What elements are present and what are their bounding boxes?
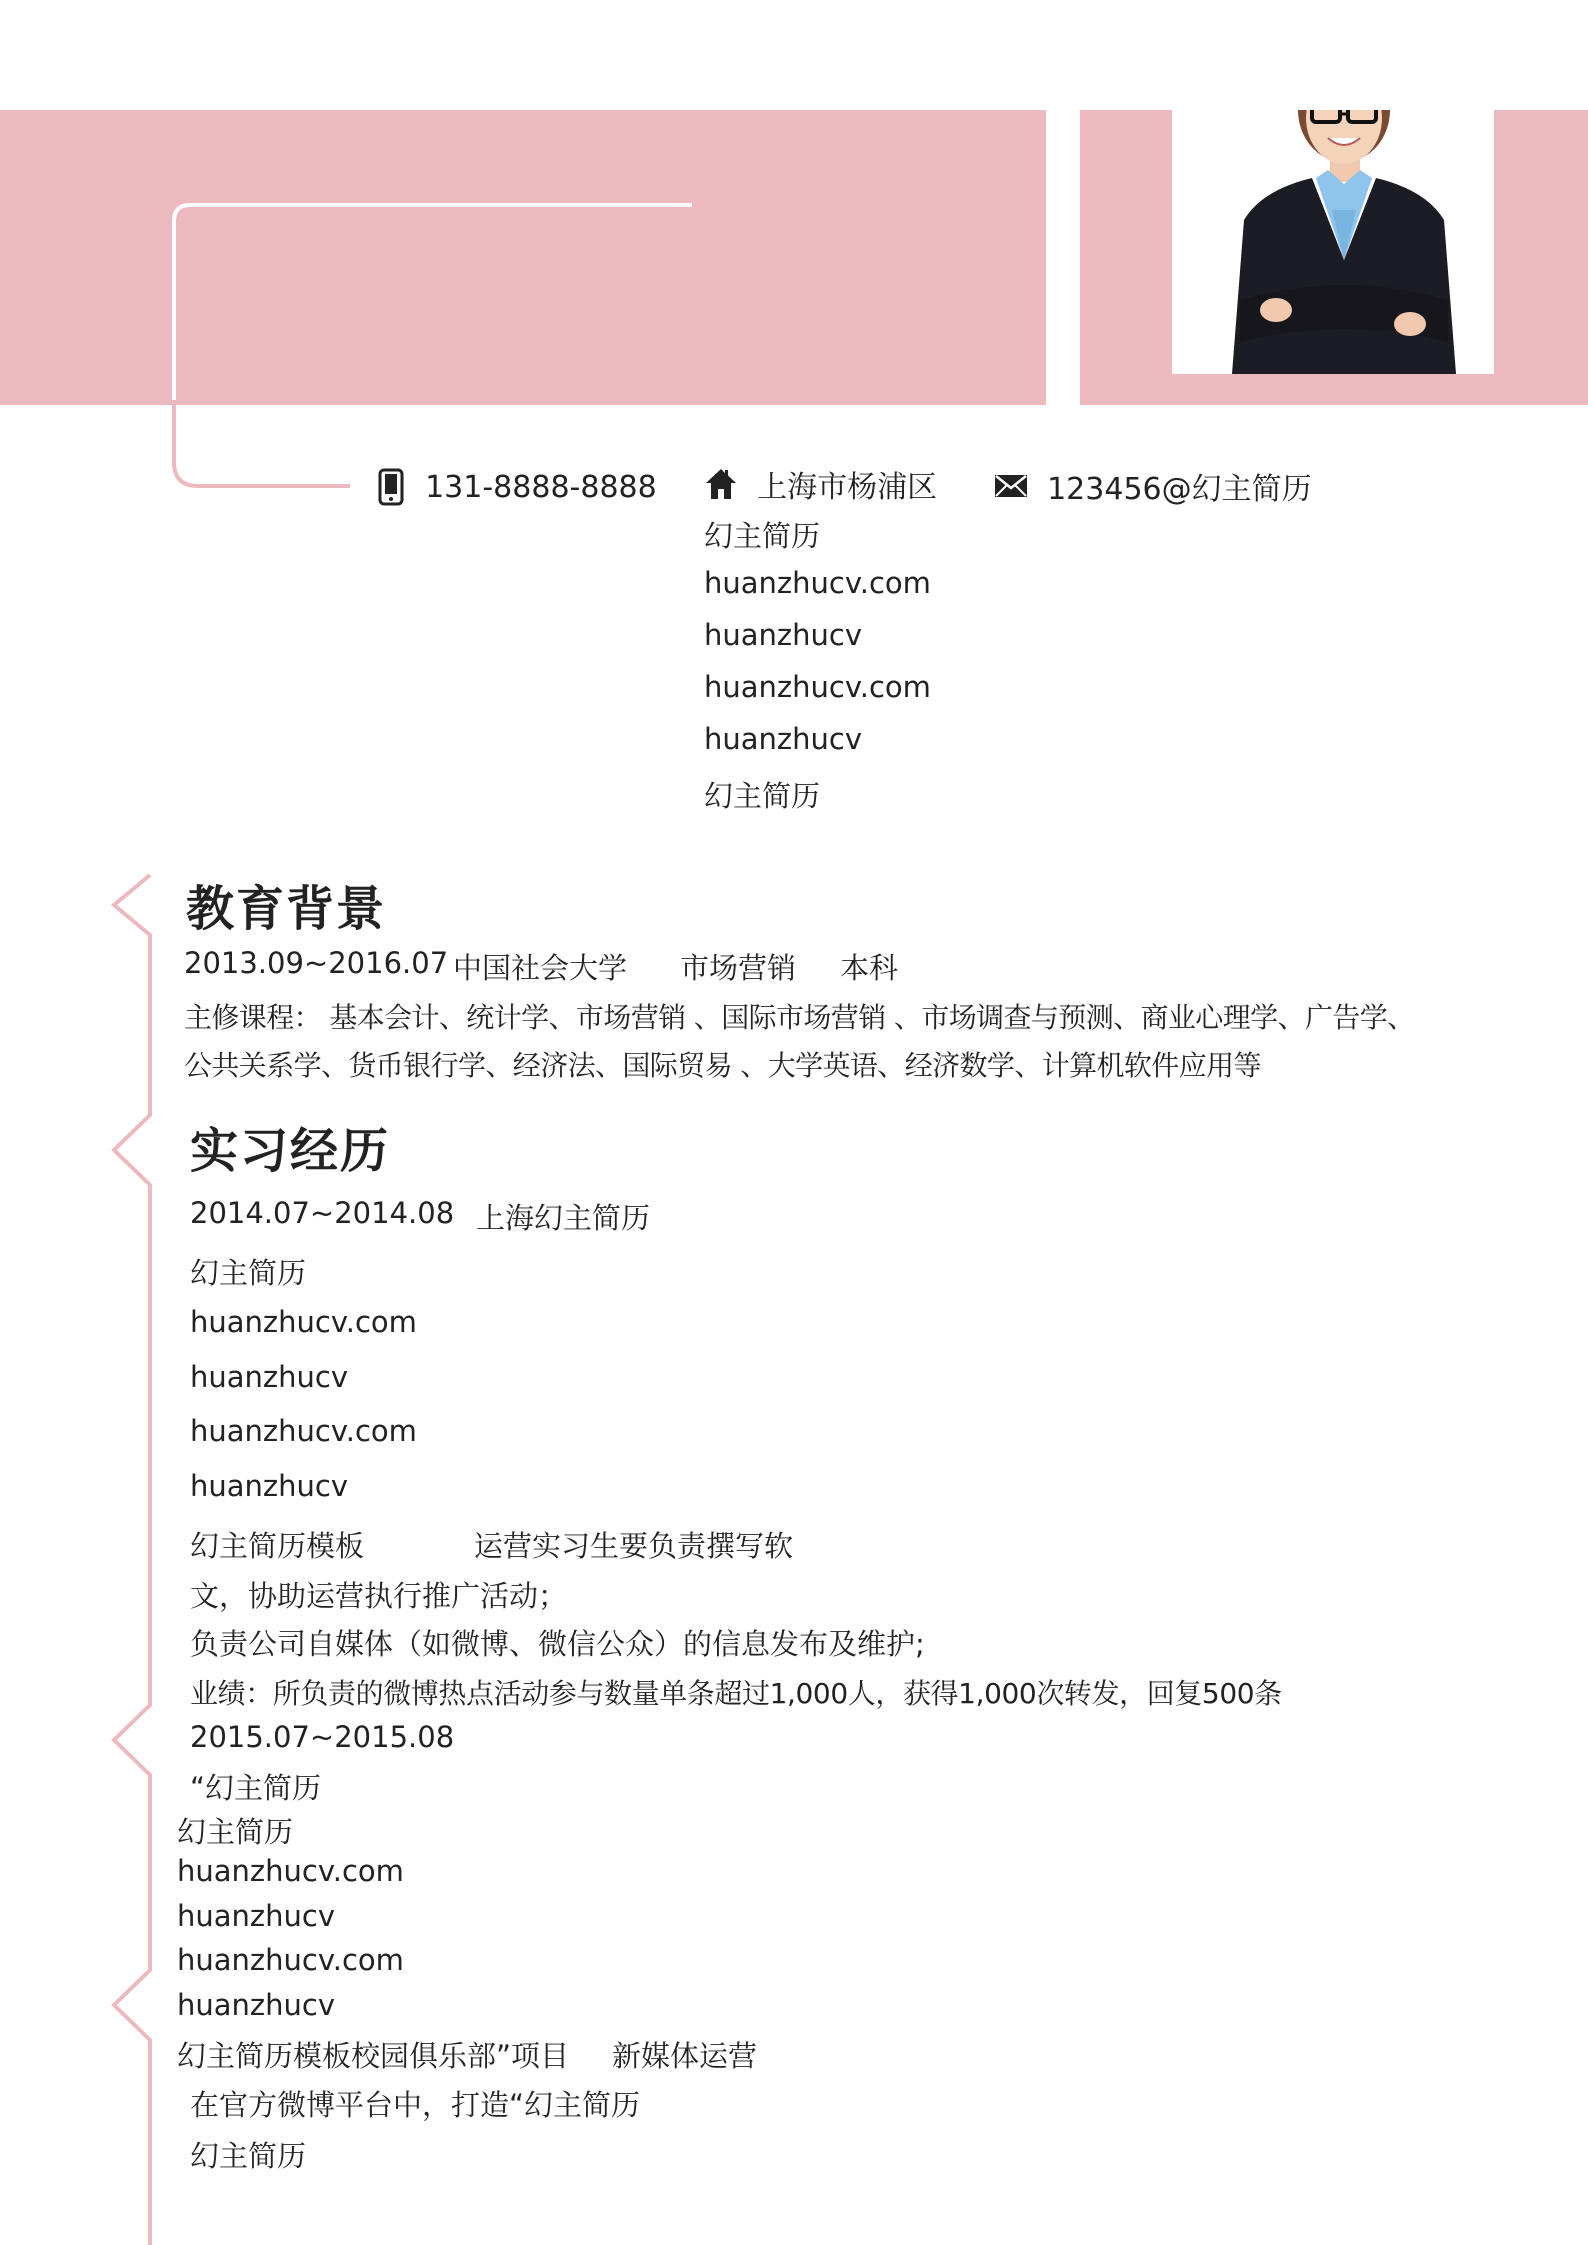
education-major: 市场营销 xyxy=(680,951,797,985)
phone-number: 131-8888-8888 xyxy=(425,469,657,505)
education-courses: 主修课程： 基本会计、统计学、市场营销 、国际市场营销 、市场调查与预测、商业心理学、广告学、 xyxy=(184,1001,1415,1034)
email-contact xyxy=(994,464,1312,508)
job1-duty: 运营实习生要负责撰写软 xyxy=(474,1529,794,1563)
job1-line: huanzhucv xyxy=(190,1469,348,1503)
address-line: huanzhucv.com xyxy=(704,566,931,600)
job2-line: huanzhucv.com xyxy=(177,1943,404,1977)
job1-result: 业绩：所负责的微博热点活动参与数量单条超过1,000人，获得1,000次转发，回复500条 xyxy=(190,1677,1282,1710)
job1-duty: 负责公司自媒体（如微博、微信公众）的信息发布及维护; xyxy=(190,1627,925,1661)
job2-line: huanzhucv xyxy=(177,1899,335,1933)
job1-line: huanzhucv.com xyxy=(190,1305,417,1339)
job1-duty: 文，协助运营执行推广活动； xyxy=(190,1579,568,1613)
email-text: 123456@幻主简历 xyxy=(1047,472,1312,507)
job2-project: 幻主简历模板校园俱乐部”项目 xyxy=(177,2039,570,2073)
job1-company: 上海幻主简历 xyxy=(476,1201,651,1235)
internship-heading: 实习经历 xyxy=(190,1123,391,1179)
job1-period: 2014.07~2014.08 xyxy=(190,1196,455,1230)
job2-quote: “幻主简历 xyxy=(190,1771,322,1805)
job2-period: 2015.07~2015.08 xyxy=(190,1720,455,1754)
job2-line: huanzhucv.com xyxy=(177,1854,404,1888)
mail-icon xyxy=(994,474,1028,498)
job2-desc: 在官方微博平台中，打造“幻主简历 xyxy=(190,2088,641,2122)
address-contact xyxy=(704,462,937,506)
home-icon xyxy=(704,467,738,501)
education-heading: 教育背景 xyxy=(186,881,387,937)
job1-line: huanzhucv.com xyxy=(190,1414,417,1448)
education-courses: 公共关系学、货币银行学、经济法、国际贸易 、大学英语、经济数学、计算机软件应用等 xyxy=(184,1049,1261,1082)
education-period: 2013.09~2016.07 xyxy=(184,946,449,980)
education-degree: 本科 xyxy=(840,951,899,985)
job2-line: 幻主简历 xyxy=(177,1815,294,1849)
job2-desc: 幻主简历 xyxy=(190,2139,307,2173)
address-line: 幻主简历 xyxy=(704,519,821,553)
job2-line: huanzhucv xyxy=(177,1988,335,2022)
address-line: huanzhucv xyxy=(704,722,862,756)
phone-contact xyxy=(378,468,657,506)
phone-icon xyxy=(378,468,404,506)
address-line: 幻主简历 xyxy=(704,779,821,813)
job1-line: huanzhucv xyxy=(190,1360,348,1394)
education-school: 中国社会大学 xyxy=(453,951,628,985)
address-line: huanzhucv.com xyxy=(704,670,931,704)
job2-role: 新媒体运营 xyxy=(612,2039,758,2073)
job1-line: 幻主简历 xyxy=(190,1256,307,1290)
address-text: 上海市杨浦区 xyxy=(757,470,938,505)
job1-template: 幻主简历模板 xyxy=(190,1529,365,1563)
address-line: huanzhucv xyxy=(704,618,862,652)
